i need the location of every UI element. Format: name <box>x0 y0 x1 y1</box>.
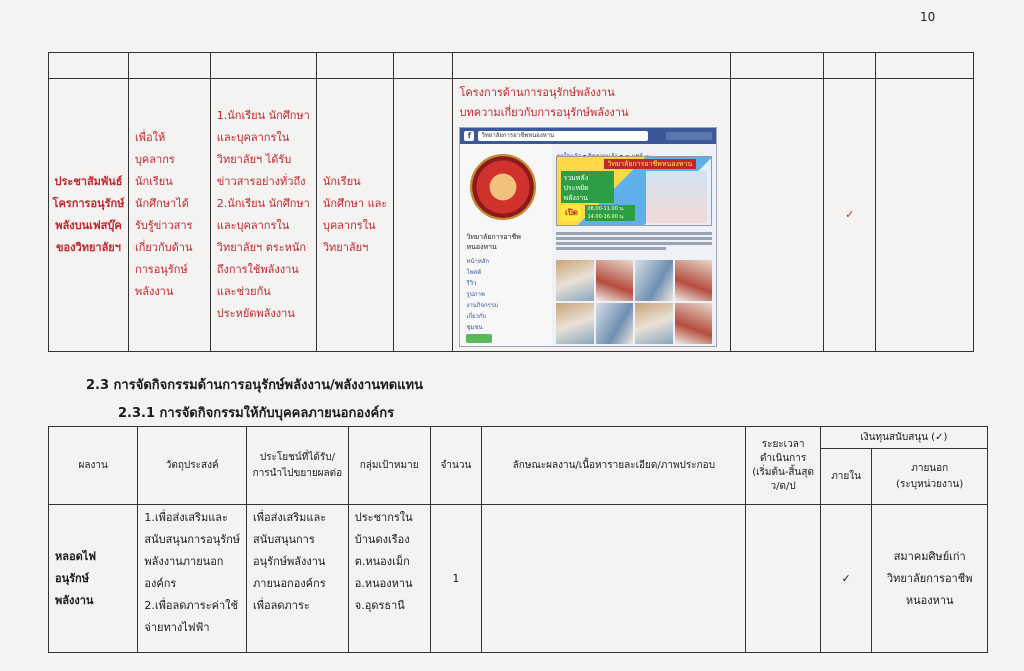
cell-line: สมาคมศิษย์เก่า <box>893 549 966 563</box>
activity-table-top <box>48 52 974 352</box>
header-period-line: ระยะเวลา <box>761 438 805 450</box>
facebook-left-column <box>460 144 552 346</box>
cell-line: 1.นักเรียน นักศึกษา <box>216 109 310 122</box>
period-cell <box>746 505 820 653</box>
cell-line: นักเรียน <box>134 175 173 188</box>
description-line: บทความเกี่ยวกับการอนุรักษ์พลังงาน <box>459 106 629 119</box>
activity-photo <box>556 260 594 301</box>
header-external-line: ภายนอก <box>911 462 949 474</box>
table-header-row <box>49 427 988 449</box>
cell-line: อนุรักษ์ <box>55 571 89 585</box>
cell-line: องค์กร <box>144 577 177 590</box>
section-heading-2-3: 2.3 การจัดกิจกรรมด้านการอนุรักษ์พลังงาน/พลังงานทดแทน <box>86 378 423 393</box>
facebook-photo-grid <box>556 260 712 344</box>
menu-item: รีวิว <box>466 280 477 287</box>
activity-photo <box>675 260 713 301</box>
cell-line: และบุคลากรใน <box>216 131 290 144</box>
cell-line: ของวิทยาลัยฯ <box>56 241 121 254</box>
external-funding-cell <box>876 79 974 352</box>
cell-line: เพื่อลดภาระ <box>253 599 310 612</box>
cell-line: ข่าวสารอย่างทั่วถึง <box>216 175 306 188</box>
menu-item: งานกิจกรรม <box>466 302 499 309</box>
menu-item: ชุมชน <box>466 324 483 331</box>
create-page-button <box>466 334 492 343</box>
header-target: กลุ่มเป้าหมาย <box>348 427 430 505</box>
activity-photo <box>596 303 634 344</box>
table-row <box>49 79 974 352</box>
cell-line: นักศึกษาได้ <box>134 197 189 210</box>
target-cell <box>348 505 430 653</box>
cover-campaign-text: รวมพลัง ประหยัดพลังงาน <box>561 171 613 203</box>
college-seal-logo <box>470 154 536 220</box>
activity-photo <box>556 303 594 344</box>
activity-photo <box>675 303 713 344</box>
cell-line: วิทยาลัยฯ ตระหนัก <box>216 241 307 254</box>
facebook-top-bar <box>460 128 716 144</box>
facebook-search-box: วิทยาลัยการอาชีพหนองหาน <box>478 131 648 141</box>
header-period <box>746 427 820 505</box>
cell-line: อ.หนองหาน <box>354 577 413 590</box>
facebook-post-text <box>556 230 712 256</box>
cell-line: รับรู้ข่าวสาร <box>134 219 193 232</box>
cell-line: 2.เพื่อลดภาระค่าใช้ <box>144 599 238 612</box>
header-period-line: (เริ่มต้น-สิ้นสุด <box>752 466 814 478</box>
output-cell <box>49 79 129 352</box>
cell-line: นักเรียน <box>322 175 361 188</box>
output-cell <box>49 505 138 653</box>
cell-line: ถึงการใช้พลังงาน <box>216 263 299 276</box>
table-row <box>49 505 988 653</box>
cell-line: และช่วยกัน <box>216 285 271 298</box>
search-icon: ⌕ <box>652 131 657 140</box>
cell-line: อนุรักษ์พลังงาน <box>253 555 326 568</box>
period-cell <box>731 79 824 352</box>
page-number: 10 <box>920 10 936 24</box>
cell-line: หนองหาน <box>905 593 954 607</box>
target-cell <box>316 79 394 352</box>
cell-line: บุคลากร <box>134 153 175 166</box>
cell-line: สนับสนุนการ <box>253 533 315 546</box>
cell-line: วิทยาลัยฯ ได้รับ <box>216 153 292 166</box>
header-funding: เงินทุนสนับสนุน (✓) <box>820 427 987 449</box>
external-funding-cell <box>872 505 988 653</box>
quantity-cell <box>394 79 453 352</box>
cell-line: การอนุรักษ์ <box>134 263 188 276</box>
activity-table-external <box>48 426 988 653</box>
cell-line: ประหยัดพลังงาน <box>216 307 295 320</box>
facebook-page-screenshot <box>459 127 717 347</box>
facebook-action-strip <box>556 146 712 154</box>
menu-item: โพสต์ <box>466 269 482 276</box>
description-cell <box>482 505 746 653</box>
header-external <box>872 449 988 505</box>
menu-item: เกี่ยวกับ <box>466 313 487 320</box>
facebook-profile-area <box>666 132 712 140</box>
section-heading-2-3-1: 2.3.1 การจัดกิจกรรมให้กับบุคคลภายนอกองค์กร <box>118 406 395 421</box>
header-internal: ภายใน <box>820 449 872 505</box>
header-output: ผลงาน <box>49 427 138 505</box>
cell-line: พลังงาน <box>55 593 94 607</box>
benefit-cell <box>247 505 349 653</box>
cell-line: เพื่อให้ <box>134 131 166 144</box>
cell-line: วิทยาลัยฯ <box>322 241 369 254</box>
cover-photo <box>646 171 708 223</box>
table-header-continuation <box>49 53 974 79</box>
cell-line: พลังบนเฟสบุ๊ค <box>55 219 122 232</box>
objective-cell <box>128 79 210 352</box>
quantity-cell: 1 <box>430 505 482 653</box>
cover-banner: วิทยาลัยการอาชีพหนองหาน <box>604 159 696 169</box>
header-description: ลักษณะผลงาน/เนื้อหารายละเอียด/ภาพประกอบ <box>482 427 746 505</box>
header-external-line: (ระบุหน่วยงาน) <box>896 478 964 490</box>
cell-line: หลอดไฟ <box>55 549 97 563</box>
cell-line: โครการอนุรักษ์ <box>52 197 125 210</box>
header-period-line: ว/ด/ป <box>770 480 796 492</box>
header-benefit <box>247 427 349 505</box>
page-name-line: หนองหาน <box>466 243 497 251</box>
header-benefit-line: ประโยชน์ที่ได้รับ/ <box>259 451 335 463</box>
description-line: โครงการด้านการอนุรักษ์พลังงาน <box>459 86 615 99</box>
activity-photo <box>596 260 634 301</box>
cell-line: ประชาสัมพันธ์ <box>54 175 123 188</box>
internal-funding-check: ✓ <box>824 79 876 352</box>
cell-line: บ้านดงเรือง <box>354 533 410 546</box>
cell-line: เกี่ยวกับด้าน <box>134 241 193 254</box>
cell-line: ภายนอกองค์กร <box>253 577 326 590</box>
header-objective: วัตถุประสงค์ <box>138 427 247 505</box>
header-benefit-line: การนำไปขยายผลต่อ <box>252 467 343 479</box>
cell-line: พลังงานภายนอก <box>144 555 224 568</box>
facebook-page-name <box>466 232 520 252</box>
cover-time-label: 08.00-11.00 น. 14.00-16.00 น. <box>585 205 635 221</box>
description-cell <box>453 79 731 352</box>
cell-line: ต.หนองเม็ก <box>354 555 410 568</box>
cell-line: นักศึกษา และ <box>322 197 388 210</box>
activity-photo <box>635 303 673 344</box>
facebook-logo-icon: f <box>464 131 474 141</box>
cell-line: สนับสนุนการอนุรักษ์ <box>144 533 241 546</box>
activity-photo <box>635 260 673 301</box>
cell-line: และบุคลากรใน <box>216 219 290 232</box>
objective-cell <box>138 505 247 653</box>
cell-line: บุคลากรใน <box>322 219 376 232</box>
cell-line: จ่ายทางไฟฟ้า <box>144 621 210 634</box>
benefit-cell <box>210 79 316 352</box>
header-quantity: จำนวน <box>430 427 482 505</box>
cell-line: จ.อุดรธานี <box>354 599 405 612</box>
cell-line: 1.เพื่อส่งเสริมและ <box>144 511 228 524</box>
cell-line: พลังงาน <box>134 285 174 298</box>
page-name-line: วิทยาลัยการอาชีพ <box>466 233 521 241</box>
internal-funding-check: ✓ <box>820 505 872 653</box>
cell-line: วิทยาลัยการอาชีพ <box>886 571 973 585</box>
facebook-page-menu <box>466 256 498 333</box>
cell-line: เพื่อส่งเสริมและ <box>253 511 327 524</box>
header-period-line: ดำเนินการ <box>759 452 807 464</box>
menu-item: รูปภาพ <box>466 291 485 298</box>
cell-line: 2.นักเรียน นักศึกษา <box>216 197 310 210</box>
cell-line: ประชากรใน <box>354 511 413 524</box>
facebook-cover-image <box>556 156 712 226</box>
menu-item: หน้าหลัก <box>466 258 490 265</box>
cover-open-label: เปิด <box>561 205 581 221</box>
